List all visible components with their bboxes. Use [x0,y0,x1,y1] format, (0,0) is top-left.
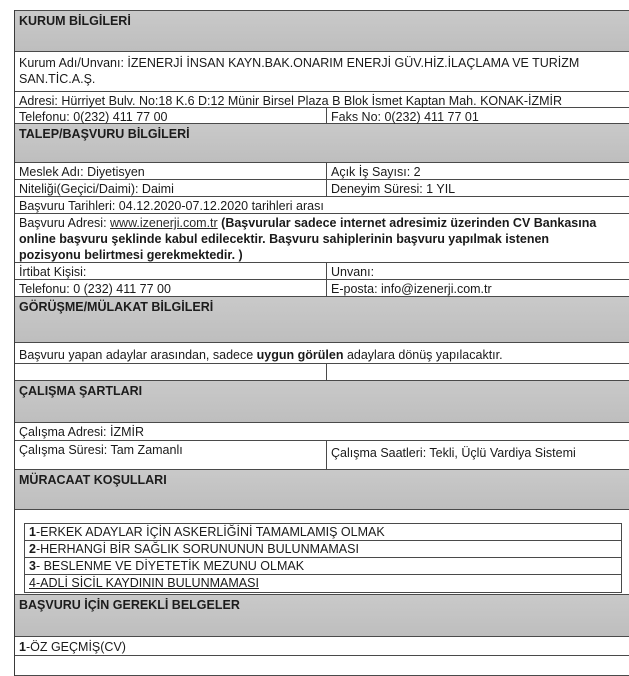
item-sep: - [35,559,44,573]
list-item [25,541,621,558]
muracaat-list-area [15,510,629,595]
meslek-row [15,163,629,180]
calisma-suresi: Çalışma Süresi: Tam Zamanlı [15,441,327,469]
job-posting-form [14,10,629,676]
talep-telefon: Telefonu: 0 (232) 411 77 00 [15,280,327,296]
empty-cell [15,364,327,380]
empty-split-row [15,364,629,381]
basvuru-note: (Başvurular sadece internet adresimiz üzerinden CV Bankasına online başvuru şeklinde kabul edilecektir. Başvuru sahiplerinin başvuru yapılmak istenen pozisyonu belirtmesi gerekmektedir. ) [19,216,597,262]
section-title: TALEP/BAŞVURU BİLGİLERİ [19,127,190,141]
basvuru-adresi-row [15,214,629,263]
item-sep: - [35,542,41,556]
kurum-adres: Adresi: Hürriyet Bulv. No:18 K.6 D:12 Münir Birsel Plaza B Blok İsmet Kaptan Mah. KONAK-İZMİR [19,94,563,108]
gorusme-text [15,343,629,363]
section-header-belgeler [15,595,629,637]
deneyim-suresi: Deneyim Süresi: 1 YIL [331,182,456,196]
niteligi: Niteliği(Geçici/Daimi): Daimi [15,180,327,196]
item-text: ADLİ SİCİL KAYDININ BULUNMAMASI [40,576,259,590]
item-text: -ÖZ GEÇMİŞ(CV) [25,640,126,654]
section-header-gorusme [15,297,629,343]
gorusme-text-post: adaylara dönüş yapılacaktır. [343,348,503,362]
irtibat-kisisi: İrtibat Kişisi: [15,263,327,279]
empty-cell [15,656,629,675]
meslek-adi: Meslek Adı: Diyetisyen [15,163,327,179]
website-link[interactable]: www.izenerji.com.tr [110,216,218,230]
list-item [25,575,621,592]
list-item [25,524,621,541]
section-title: MÜRACAAT KOŞULLARI [19,473,167,487]
item-sep: - [35,525,41,539]
belge-row [15,637,629,656]
acik-is-sayisi: Açık İş Sayısı: 2 [331,165,421,179]
section-title: GÖRÜŞME/MÜLAKAT BİLGİLERİ [19,300,214,314]
section-header-talep [15,124,629,163]
empty-row [15,656,629,676]
empty-cell [327,364,629,380]
kurum-telefon: Telefonu: 0(232) 411 77 00 [15,108,327,123]
tarihler-row [15,197,629,214]
section-header-muracaat [15,470,629,510]
gorusme-text-row [15,343,629,364]
item-number: 3 [29,559,36,573]
basvuru-adresi-label: Başvuru Adresi: [19,216,111,230]
niteligi-row [15,180,629,197]
list-item [25,558,621,575]
section-title: BAŞVURU İÇİN GEREKLİ BELGELER [19,598,240,612]
adres-row [15,92,629,108]
item-number: 1 [29,525,36,539]
item-number: 2 [29,542,36,556]
item-text: ERKEK ADAYLAR İÇİN ASKERLİĞİNİ TAMAMLAMIŞ OLMAK [40,525,385,539]
section-header-calisma [15,381,629,423]
calisma-sure-row [15,441,629,470]
basvuru-tarihleri: Başvuru Tarihleri: 04.12.2020-07.12.2020 tarihleri arası [19,199,324,213]
talep-eposta: E-posta: info@izenerji.com.tr [331,282,492,296]
unvani: Unvanı: [331,265,375,279]
section-title: KURUM BİLGİLERİ [19,14,131,28]
gorusme-text-bold: uygun görülen [256,348,344,362]
iletisim-row [15,280,629,297]
calisma-adresi-row [15,423,629,441]
calisma-adresi: Çalışma Adresi: İZMİR [19,425,145,439]
item-text: BESLENME VE DİYETETİK MEZUNU OLMAK [43,559,305,573]
section-title: ÇALIŞMA ŞARTLARI [19,384,143,398]
kurum-adi: Kurum Adı/Unvanı: İZENERJİ İNSAN KAYN.BAK.ONARIM ENERJİ GÜV.HİZ.İLAÇLAMA VE TURİZM SAN.TİC.A.Ş. [19,56,580,86]
telefon-faks-row [15,108,629,124]
calisma-saatleri: Çalışma Saatleri: Tekli, Üçlü Vardiya Sistemi [331,446,576,460]
belge-item [15,637,629,655]
gorusme-text-pre: Başvuru yapan adaylar arasından, sadece [19,348,257,362]
item-sep: - [35,576,41,590]
item-number: 4 [29,576,36,590]
kurum-adi-row [15,52,629,92]
irtibat-row [15,263,629,280]
section-header-kurum [15,10,629,52]
item-text: HERHANGİ BİR SAĞLIK SORUNUNUN BULUNMAMASI [40,542,359,556]
item-number: 1 [19,640,26,654]
kurum-faks: Faks No: 0(232) 411 77 01 [331,110,479,124]
basvuru-adresi [15,214,629,262]
muracaat-list [24,523,622,593]
